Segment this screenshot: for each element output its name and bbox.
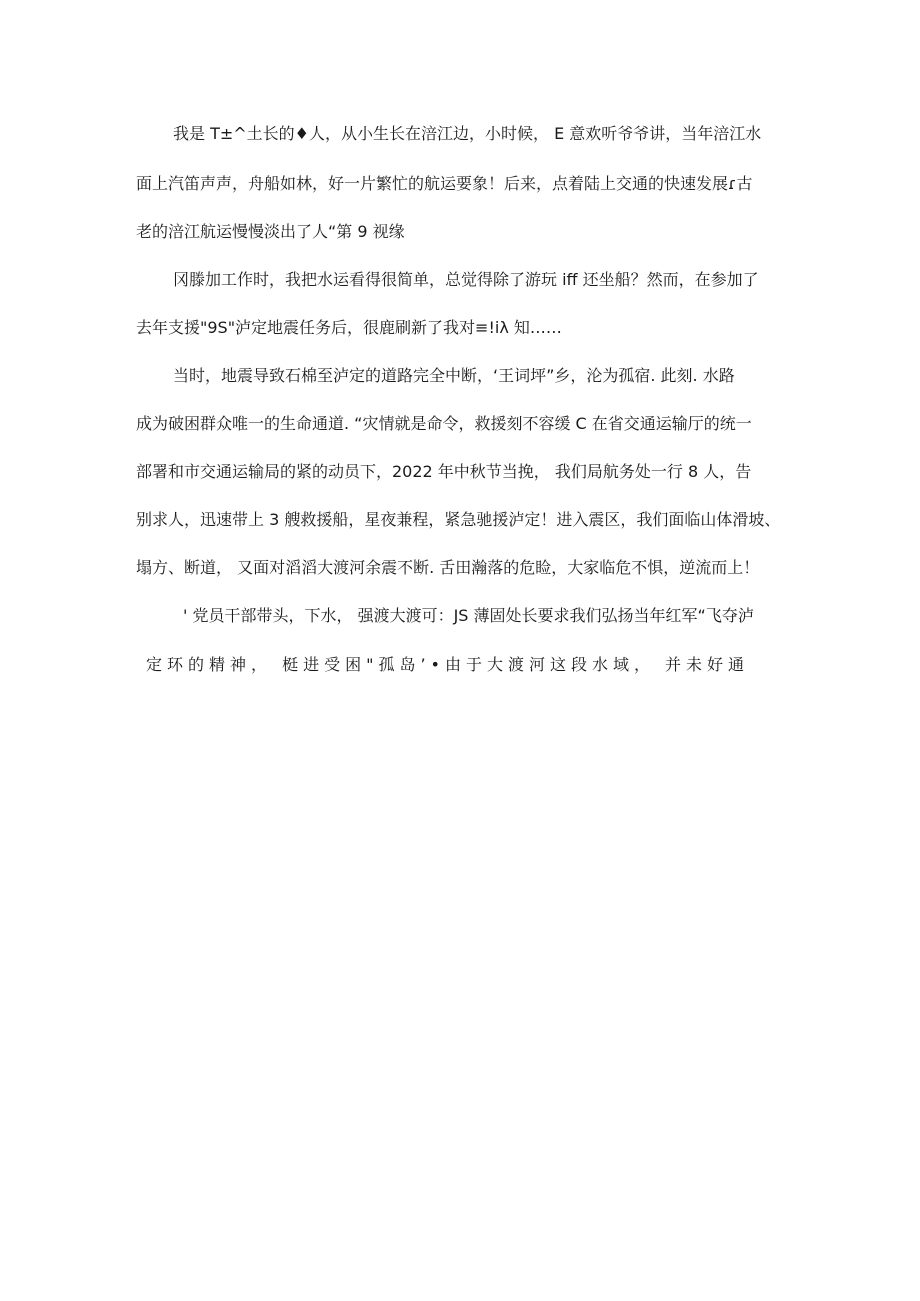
text-line: 当时，地震导致石棉至泸定的道路完全中断，‘王词坪”乡，沦为孤宿. 此刻. 水路 [173,366,735,385]
text-line: 冈滕加工作时，我把水运看得很简单，总觉得除了游玩 iff 还坐船？然而，在参加了 [173,270,759,289]
text-line: 面上汽笛声声，舟船如林，好一片繁忙的航运要象！后来，点着陆上交通的快速发展ɾ古 [136,174,753,193]
text-line: 去年支援"9S"泸定地震任务后，很鹿刷新了我对≡!iλ 知…… [136,318,562,337]
text-line: 定环的精神， 梃进受困"孤岛’•由于大渡河这段水域， 并未好通 [146,655,750,674]
text-line: 塌方、断道， 又面对滔滔大渡河余震不断. 舌田瀚落的危睑，大家临危不惧，逆流而上！ [136,558,760,577]
text-line: 别求人，迅速带上 3 艘救援船，星夜兼程，紧急驰援泸定！进入震区，我们面临山体滑坡、 [136,510,781,529]
text-line: 老的涪江航运慢慢淡出了人“第 9 视缘 [136,222,405,241]
text-line: 成为破困群众唯一的生命通道. “灾情就是命令，救援刻不容缓 C 在省交通运输厅的统一 [136,414,752,433]
text-line: 我是 T±^土长的♦人，从小生长在涪江边，小时候， E 意欢听爷爷讲，当年涪江水 [173,124,762,143]
text-line: 部署和市交通运输局的紧的动员下，2022 年中秋节当挽， 我们局航务处一行 8 人，告 [136,462,752,481]
text-line: ' 党员干部带头，下水， 强渡大渡可：JS 薄固处长要求我们弘扬当年红军“飞夺泸 [183,606,754,625]
